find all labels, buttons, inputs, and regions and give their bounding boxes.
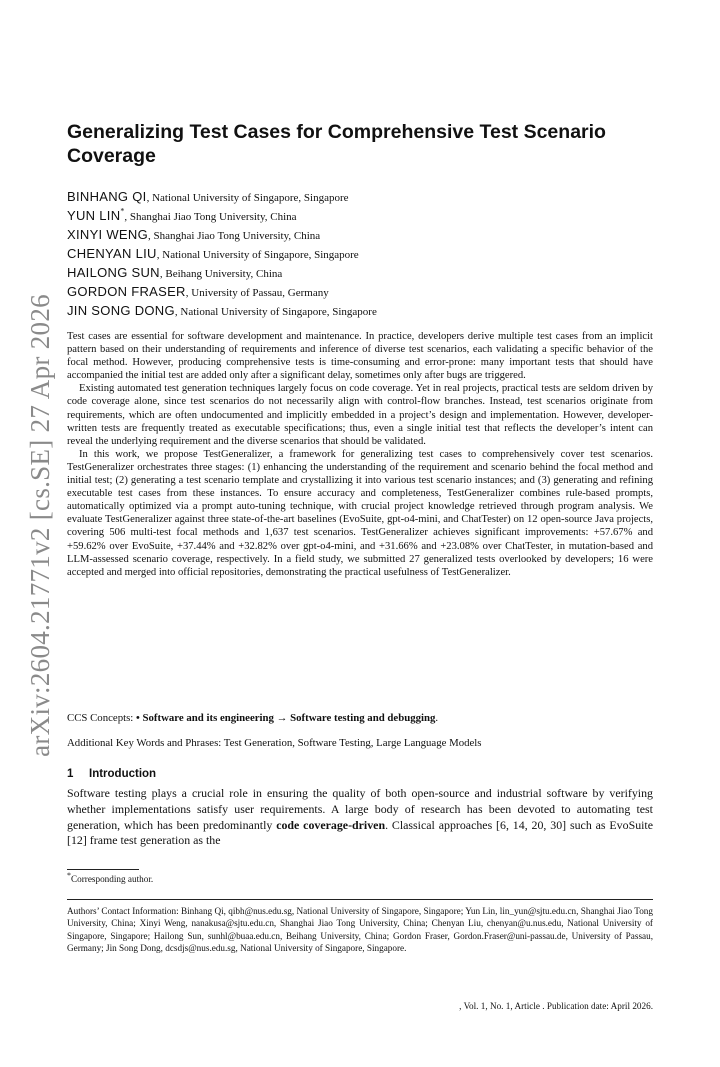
author-name: YUN LIN [67,208,121,223]
author-name: HAILONG SUN [67,265,160,280]
paper-title: Generalizing Test Cases for Comprehensive Test Scenario Coverage [67,121,606,167]
abstract-paragraph: In this work, we propose TestGeneralizer, a framework for generalizing test cases to comprehensively cover test scenarios. TestGeneralizer orchestrates three stages: (1) enhancing the understanding of the requirement and scenario behind the focal method and initial test; (2) generating a test scenario template and crystallizing it into various test scenario instances; and (3) generating and refining executable test cases from these instances. To ensure accuracy and completeness, TestGeneralizer combines rule-based prompts, automatically optimized via a prompt auto-tuning technique, with crucial project knowledge retrieved through program analysis. We evaluate TestGeneralizer against three state-of-the-art baselines (EvoSuite, gpt-o4-mini, and ChatTester) on 12 open-source Java projects, covering 506 multi-test focal methods and 1,637 test scenarios. TestGeneralizer achieves significant improvements: +57.67% and +59.62% over EvoSuite, +37.44% and +32.82% over gpt-o4-mini, and +31.66% and +23.08% over ChatTester, in mutation-based and LLM-assessed scenario coverage, respectively. In a field study, we submitted 27 generalized tests overlooked by developers; 16 were accepted and merged into official repositories, demonstrating the practical usefulness of TestGeneralizer. [67,448,653,578]
abstract-paragraph: Test cases are essential for software development and maintenance. In practice, developers derive multiple test cases from an implicit pattern based on their understanding of requirements and inference of diverse test scenarios, each validating a specific behavior of the focal method. However, producing comprehensive tests is time-consuming and error-prone: many important tests that should have accompanied the initial test are added only after a significant delay, sometimes only after bugs are triggered. [67,331,653,382]
author-entry [67,282,653,301]
ccs-concept: Software and its engineering → Software testing and debugging [142,712,436,724]
abstract [67,330,653,579]
footnote-divider [67,869,139,870]
author-entry [67,301,653,320]
author-entry [67,244,653,263]
footnote-mark: * [67,870,71,880]
intro-text-continued: . Classical approaches [6, 14, 20, 30] such as EvoSuite [12] frame test generation as the [67,817,654,848]
footnote-text: Corresponding author. [71,874,154,884]
arxiv-sidebar-stamp [10,275,70,775]
ccs-bullet: • [136,712,143,724]
author-affiliation: , Shanghai Jiao Tong University, China [148,230,321,242]
author-contact-info: Authors’ Contact Information: Binhang Qi, qibh@nus.edu.sg, National University of Singapore, Singapore; Yun Lin, lin_yun@sjtu.edu.cn, Shanghai Jiao Tong University, China; Xinyi Weng, nanakusa@sjtu.edu.cn, Shanghai Jiao Tong University, China; Chenyan Liu, chenyan@u.nus.edu, National University of Singapore, Singapore; Hailong Sun, sunhl@buaa.edu.cn, Beihang University, China; Gordon Fraser, Gordon.Fraser@uni-passau.de, University of Passau, Germany; Jin Song Dong, dcsdjs@nus.edu.sg, National University of Singapore, Singapore. [67,906,653,953]
abstract-paragraph: Existing automated test generation techniques largely focus on code coverage. Yet in real projects, practical tests are seldom driven by code coverage alone, since test scenarios do not necessarily align with control-flow branches. Instead, test scenarios originate from requirements, which are often undocumented and implicitly embedded in a project’s design and implementation. However, developer-written tests are frequently treated as executable specifications; thus, even a single initial test that reflects the developer’s intent can reveal the underlying requirement and the diverse scenarios that should be validated. [67,383,653,447]
author-affiliation: , Shanghai Jiao Tong University, China [124,211,297,223]
author-affiliation: , National University of Singapore, Singapore [156,249,359,261]
ccs-end: . [435,712,439,724]
author-name: CHENYAN LIU [67,246,157,261]
arxiv-identifier: arXiv:2604.21771v2 [cs.SE] 27 Apr 2026 [24,293,55,757]
author-affiliation: , Beihang University, China [159,268,283,280]
author-affiliation: , University of Passau, Germany [185,287,329,299]
author-entry [67,187,653,206]
section-title: Introduction [89,768,157,780]
author-affiliation: , National University of Singapore, Singapore [174,306,377,318]
contact-divider [67,899,653,900]
publication-info: , Vol. 1, No. 1, Article . Publication date: April 2026. [459,1001,653,1011]
intro-text: Software testing plays a crucial role in ensuring the quality of both open-source and industrial software by verifying whether implementations satisfy user requirements. A large body of research has been devoted to automating test generation, which has been predominantly [67,786,653,832]
author-entry [67,263,653,282]
author-entry [67,225,653,244]
author-affiliation: , National University of Singapore, Singapore [146,192,349,204]
author-name: JIN SONG DONG [67,303,175,318]
intro-emphasis: code coverage-driven [276,817,386,832]
section-heading [67,767,156,781]
section-number: 1 [67,768,74,780]
author-name: GORDON FRASER [67,284,186,299]
author-name: XINYI WENG [67,227,149,242]
ccs-label: CCS Concepts: [67,712,136,724]
corresponding-author-mark: * [120,206,125,216]
keywords: Additional Key Words and Phrases: Test Generation, Software Testing, Large Language Models [67,737,482,749]
author-list [67,187,653,320]
author-name: BINHANG QI [67,189,147,204]
intro-paragraph [67,786,653,849]
author-entry [67,206,653,225]
ccs-concepts [67,711,653,725]
footnote [67,870,154,885]
